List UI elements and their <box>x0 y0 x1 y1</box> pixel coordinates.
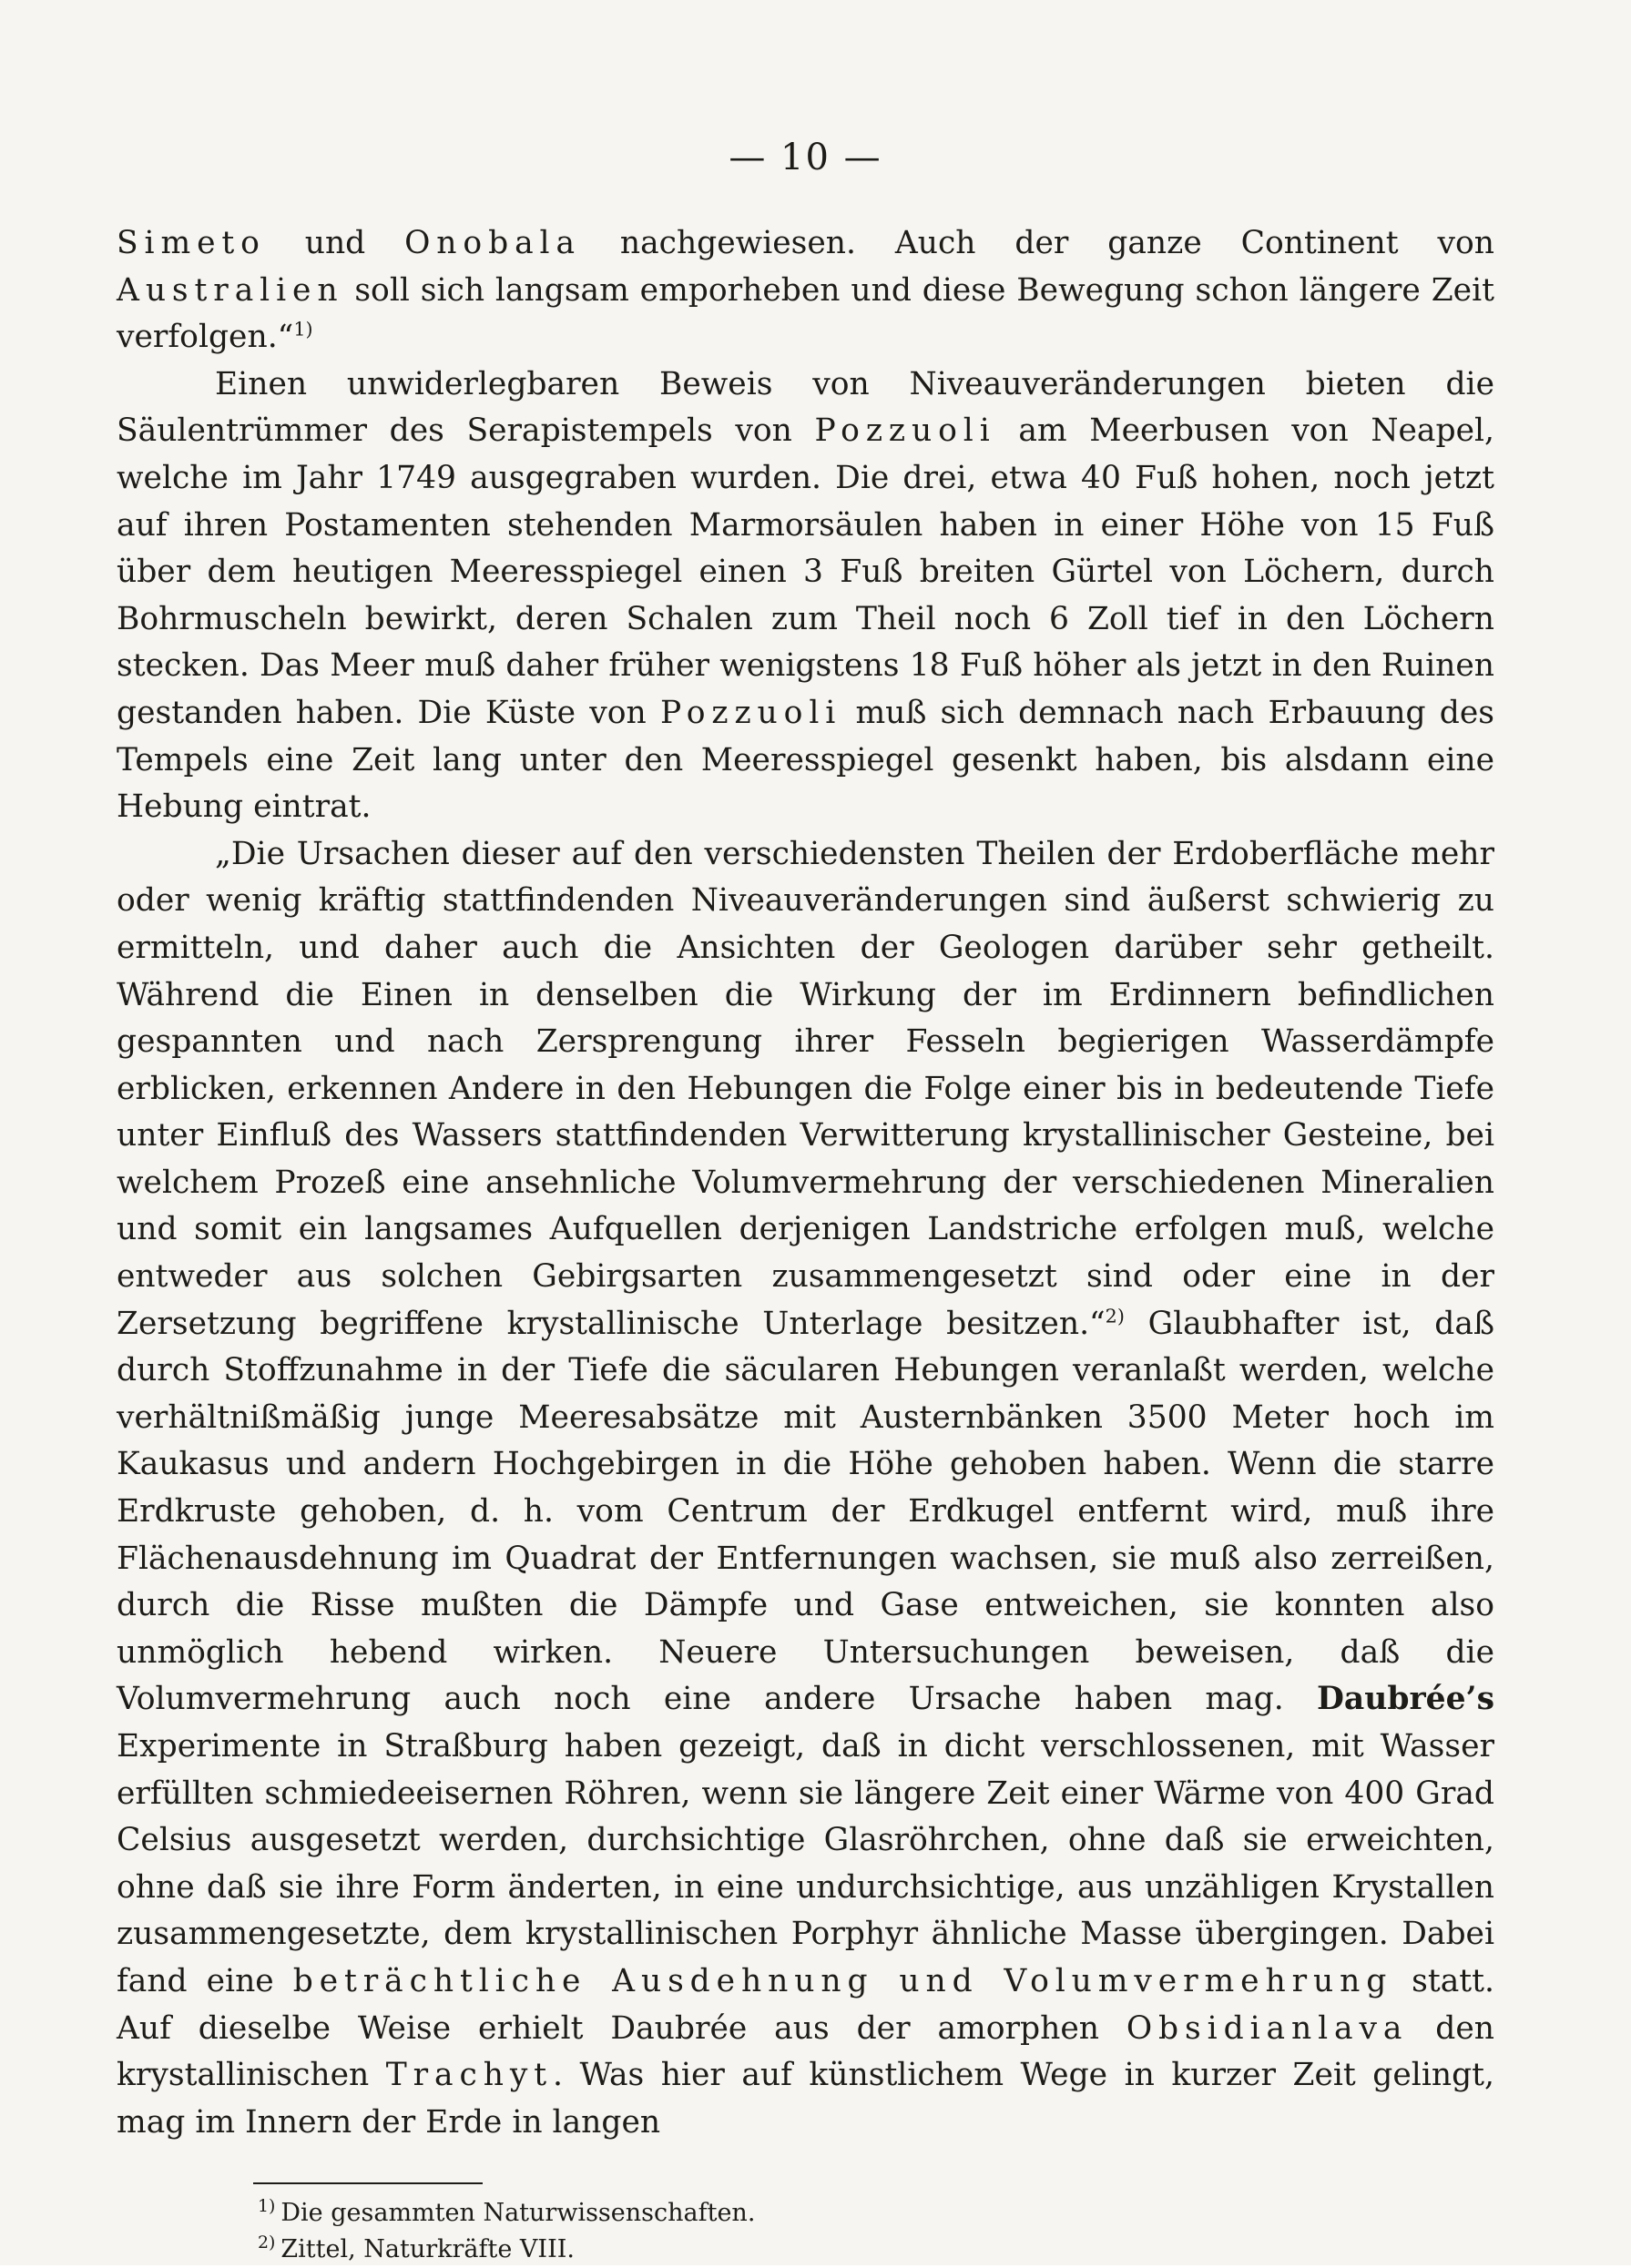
text-run: Simeto <box>117 225 266 261</box>
text-run: Daubrée’s <box>1317 1681 1494 1718</box>
text-run: statt. Auf dieselbe Weise erhielt Daubrée aus der amorphen <box>117 1962 1494 2047</box>
text-run: Pozzuoli <box>660 694 842 731</box>
text-run: Trachyt <box>385 2057 554 2094</box>
text-run: muß sich demnach nach Erbauung des Tempels eine Zeit lang unter den Meeresspiegel gesenkt haben, bis alsdann eine Hebung eintrat. <box>117 694 1494 826</box>
text-run: Obsidianlava <box>1126 2009 1409 2047</box>
footnote-divider <box>253 2182 483 2184</box>
footnote-text: Zittel, Naturkräfte VIII. <box>280 2235 575 2264</box>
text-run: Glaubhafter ist, daß durch Stoffzunahme in der Tiefe die säcularen Hebungen veranlaßt werden, welche verhältnißmäßig junge Meeresabsätze mit Austernbänken 3500 Meter hoch im Kaukasus und andern Hochgebirgen in die Höhe gehoben haben. Wenn die starre Erdkruste gehoben, d. h. vom Centrum der Erdkugel entfernt wird, muß ihre Flächenausdehnung im Quadrat der Entfernungen wachsen, sie muß also zerreißen, durch die Risse mußten die Dämpfe und Gase entweichen, sie konnten also unmöglich hebend wirken. Neuere Untersuchungen beweisen, daß die Volumvermehrung auch noch eine andere Ursache haben mag. <box>117 1305 1494 1718</box>
paragraph <box>117 831 1494 2147</box>
footnote <box>258 2195 1494 2232</box>
text-run: beträchtliche Ausdehnung und Volumvermehrung <box>292 1962 1393 1999</box>
paragraph <box>117 220 1494 361</box>
text-run: und <box>265 225 405 261</box>
footnote <box>258 2232 1494 2268</box>
footnote-reference: 2) <box>1105 1305 1125 1327</box>
text-run: „Die Ursachen dieser auf den verschiedensten Theilen der Erdoberfläche mehr oder wenig kräftig stattfindenden Niveauveränderungen sind äußerst schwierig zu ermitteln, und daher auch die Ansichten der Geologen darüber sehr getheilt. Während die Einen in denselben die Wirkung der im Erdinnern befindlichen gespannten und nach Zersprengung ihrer Fesseln begierigen Wasserdämpfe erblicken, erkennen Andere in den Hebungen die Folge einer bis in bedeutende Tiefe unter Einfluß des Wassers stattfindenden Verwitterung krystallinischer Gesteine, bei welchem Prozeß eine ansehnliche Volumvermehrung der verschiedenen Mineralien und somit ein langsames Aufquellen derjenigen Landstriche erfolgen muß, welche entweder aus solchen Gebirgsarten zusammengesetzt sind oder eine in der Zersetzung begriffene krystallinische Unterlage besitzen.“ <box>117 835 1494 1342</box>
text-run: Pozzuoli <box>814 412 996 450</box>
footnotes <box>117 2195 1494 2268</box>
footnote-text: Die gesammten Naturwissenschaften. <box>280 2199 756 2228</box>
text-run: nachgewiesen. Auch der ganze Continent von <box>580 225 1494 261</box>
footnote-mark: 2) <box>258 2232 276 2253</box>
text-run: Einen unwiderlegbaren Beweis von Niveauveränderungen bieten die Säulentrümmer des Serapistempels von <box>117 365 1494 450</box>
text-run: am Meerbusen von Neapel, welche im Jahr 1749 ausgegraben wurden. Die drei, etwa 40 Fuß hohen, noch jetzt auf ihren Postamenten stehenden Marmorsäulen haben in einer Höhe von 15 Fuß über dem heutigen Meeresspiegel einen 3 Fuß breiten Gürtel von Löchern, durch Bohrmuscheln bewirkt, deren Schalen zum Theil noch 6 Zoll tief in den Löchern stecken. Das Meer muß daher früher wenigstens 18 Fuß höher als jetzt in den Ruinen gestanden haben. Die Küste von <box>117 412 1495 731</box>
text-run: soll sich langsam emporheben und diese Bewegung schon längere Zeit verfolgen.“ <box>117 271 1494 356</box>
page-number: — 10 — <box>729 137 882 178</box>
footnote-mark: 1) <box>258 2196 276 2217</box>
text-run: . Was hier auf künstlichem Wege in kurzer Zeit gelingt, mag im Innern der Erde in langen <box>117 2057 1494 2141</box>
text-run: den krystallinischen <box>117 2009 1494 2094</box>
text-run: Australien <box>117 271 344 309</box>
footnote-reference: 1) <box>293 318 313 341</box>
text-run: Experimente in Straßburg haben gezeigt, daß in dicht verschlossenen, mit Wasser erfüllten schmiedeeisernen Röhren, wenn sie längere Zeit einer Wärme von 400 Grad Celsius ausgesetzt werden, durchsichtige Glasröhrchen, ohne daß sie erweichten, ohne daß sie ihre Form änderten, in eine undurchsichtige, aus unzähligen Krystallen zusammengesetzte, dem krystallinischen Porphyr ähnliche Masse übergingen. Dabei fand eine <box>117 1728 1494 1999</box>
body-text <box>117 220 1494 2146</box>
text-run: Onobala <box>404 225 581 261</box>
paragraph <box>117 361 1494 831</box>
